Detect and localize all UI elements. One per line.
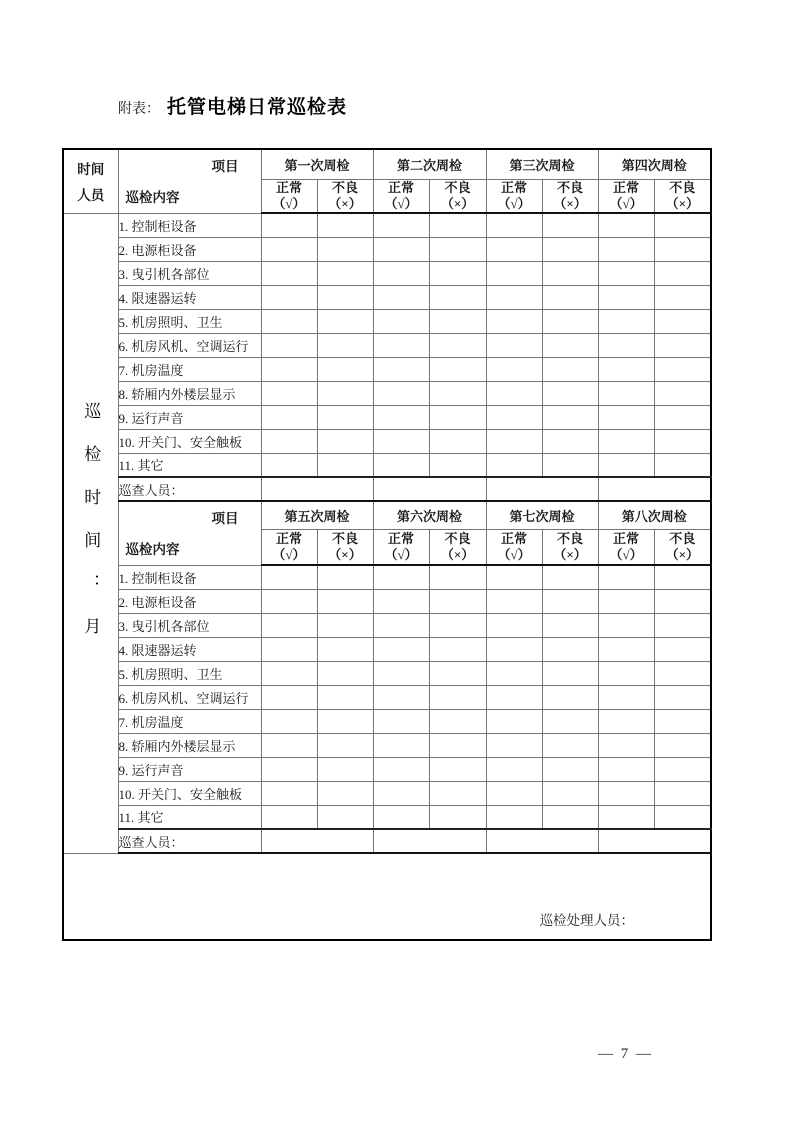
bad-check-cell	[429, 213, 486, 237]
normal-check-cell	[486, 213, 542, 237]
inspector-sign-cell	[598, 477, 711, 501]
normal-check-cell	[373, 237, 429, 261]
bad-check-cell	[317, 309, 373, 333]
item-label: 3. 曳引机各部位	[118, 613, 261, 637]
item-label: 2. 电源柜设备	[118, 589, 261, 613]
corner-time-person-cell	[63, 149, 118, 213]
bad-check-cell	[317, 685, 373, 709]
normal-check-cell	[598, 637, 654, 661]
corner-content-label: 巡检内容	[125, 189, 180, 205]
inspection-item-row	[63, 357, 711, 381]
bad-check-cell	[317, 213, 373, 237]
status-bad-header: 不良 （×）	[429, 179, 486, 213]
item-label: 5. 机房照明、卫生	[118, 661, 261, 685]
inspector-sign-cell	[261, 477, 373, 501]
normal-check-cell	[598, 613, 654, 637]
bad-check-cell	[542, 733, 598, 757]
corner-project-content-cell	[118, 149, 261, 213]
item-label: 3. 曳引机各部位	[118, 261, 261, 285]
bad-check-cell	[429, 709, 486, 733]
inspection-time-vertical-label: 巡检时间：月	[81, 402, 101, 660]
bad-check-cell	[654, 333, 711, 357]
normal-check-cell	[598, 685, 654, 709]
bad-check-cell	[542, 309, 598, 333]
normal-check-cell	[486, 757, 542, 781]
inspector-sign-cell	[373, 477, 486, 501]
title-prefix: 附表：	[118, 102, 160, 117]
bad-check-cell	[429, 429, 486, 453]
normal-check-cell	[598, 733, 654, 757]
bad-check-cell	[429, 661, 486, 685]
normal-check-cell	[261, 333, 317, 357]
inspector-row	[63, 477, 711, 501]
normal-check-cell	[261, 285, 317, 309]
normal-check-cell	[373, 709, 429, 733]
item-label: 4. 限速器运转	[118, 637, 261, 661]
normal-check-cell	[261, 261, 317, 285]
item-label: 8. 轿厢内外楼层显示	[118, 381, 261, 405]
item-label: 8. 轿厢内外楼层显示	[118, 733, 261, 757]
bad-check-cell	[429, 237, 486, 261]
normal-check-cell	[373, 565, 429, 589]
normal-check-cell	[598, 261, 654, 285]
normal-check-cell	[261, 309, 317, 333]
normal-check-cell	[598, 661, 654, 685]
normal-check-cell	[486, 237, 542, 261]
bad-check-cell	[317, 805, 373, 829]
status-bad-header: 不良 （×）	[542, 529, 598, 565]
item-label: 1. 控制柜设备	[118, 213, 261, 237]
bad-check-cell	[542, 333, 598, 357]
bad-check-cell	[542, 637, 598, 661]
bad-check-cell	[317, 613, 373, 637]
inspection-round-header: 第五次周检	[261, 501, 373, 529]
corner-person-label: 人员	[77, 188, 105, 204]
status-normal-header: 正常 （√）	[373, 529, 429, 565]
bad-check-cell	[654, 709, 711, 733]
item-label: 7. 机房温度	[118, 357, 261, 381]
normal-check-cell	[373, 613, 429, 637]
inspection-round-header: 第三次周检	[486, 149, 598, 179]
corner-project-label: 项目	[211, 159, 239, 174]
bad-check-cell	[317, 709, 373, 733]
inspection-round-header: 第六次周检	[373, 501, 486, 529]
bad-check-cell	[429, 805, 486, 829]
normal-check-cell	[486, 333, 542, 357]
bad-check-cell	[429, 333, 486, 357]
normal-check-cell	[598, 237, 654, 261]
inspection-item-row	[63, 685, 711, 709]
normal-check-cell	[261, 685, 317, 709]
inspector-row	[63, 829, 711, 853]
document-title	[118, 92, 347, 119]
inspection-item-row	[63, 309, 711, 333]
inspection-item-row	[63, 405, 711, 429]
normal-check-cell	[598, 405, 654, 429]
handler-remarks-cell	[63, 853, 711, 940]
inspection-item-row	[63, 429, 711, 453]
status-normal-header: 正常 （√）	[261, 529, 317, 565]
normal-check-cell	[373, 309, 429, 333]
bad-check-cell	[542, 805, 598, 829]
inspection-item-row	[63, 661, 711, 685]
normal-check-cell	[261, 589, 317, 613]
bad-check-cell	[654, 565, 711, 589]
normal-check-cell	[598, 757, 654, 781]
normal-check-cell	[598, 589, 654, 613]
bad-check-cell	[429, 685, 486, 709]
bad-check-cell	[429, 637, 486, 661]
item-label: 9. 运行声音	[118, 757, 261, 781]
bad-check-cell	[654, 805, 711, 829]
inspector-sign-cell	[373, 829, 486, 853]
bad-check-cell	[317, 733, 373, 757]
bad-check-cell	[429, 261, 486, 285]
normal-check-cell	[261, 405, 317, 429]
inspector-sign-cell	[261, 829, 373, 853]
normal-check-cell	[261, 805, 317, 829]
inspection-round-header: 第八次周检	[598, 501, 711, 529]
normal-check-cell	[373, 685, 429, 709]
normal-check-cell	[486, 805, 542, 829]
bad-check-cell	[542, 757, 598, 781]
bad-check-cell	[317, 757, 373, 781]
bad-check-cell	[654, 429, 711, 453]
bad-check-cell	[654, 357, 711, 381]
status-normal-header: 正常 （√）	[598, 179, 654, 213]
bad-check-cell	[542, 589, 598, 613]
inspector-sign-cell	[486, 477, 598, 501]
normal-check-cell	[261, 613, 317, 637]
normal-check-cell	[261, 453, 317, 477]
item-label: 11. 其它	[118, 805, 261, 829]
bad-check-cell	[542, 613, 598, 637]
bad-check-cell	[317, 453, 373, 477]
bad-check-cell	[654, 685, 711, 709]
normal-check-cell	[373, 733, 429, 757]
normal-check-cell	[261, 357, 317, 381]
handler-label: 巡检处理人员：	[539, 913, 635, 928]
bad-check-cell	[317, 333, 373, 357]
bad-check-cell	[317, 285, 373, 309]
bad-check-cell	[317, 589, 373, 613]
normal-check-cell	[373, 261, 429, 285]
bad-check-cell	[429, 757, 486, 781]
status-bad-header: 不良 （×）	[317, 179, 373, 213]
bad-check-cell	[654, 213, 711, 237]
bad-check-cell	[429, 405, 486, 429]
normal-check-cell	[373, 589, 429, 613]
normal-check-cell	[373, 357, 429, 381]
header-row-block2	[63, 501, 711, 529]
normal-check-cell	[486, 405, 542, 429]
normal-check-cell	[261, 709, 317, 733]
inspection-item-row	[63, 453, 711, 477]
bad-check-cell	[429, 565, 486, 589]
bad-check-cell	[429, 453, 486, 477]
item-label: 2. 电源柜设备	[118, 237, 261, 261]
inspector-sign-cell	[486, 829, 598, 853]
status-normal-header: 正常 （√）	[598, 529, 654, 565]
bad-check-cell	[542, 261, 598, 285]
bad-check-cell	[542, 429, 598, 453]
bad-check-cell	[654, 733, 711, 757]
item-label: 6. 机房风机、空调运行	[118, 333, 261, 357]
item-label: 4. 限速器运转	[118, 285, 261, 309]
bad-check-cell	[429, 285, 486, 309]
bad-check-cell	[654, 757, 711, 781]
bad-check-cell	[542, 453, 598, 477]
normal-check-cell	[261, 381, 317, 405]
bad-check-cell	[317, 381, 373, 405]
bad-check-cell	[542, 565, 598, 589]
bad-check-cell	[654, 781, 711, 805]
inspector-sign-cell	[598, 829, 711, 853]
bad-check-cell	[654, 613, 711, 637]
normal-check-cell	[598, 309, 654, 333]
bad-check-cell	[429, 381, 486, 405]
inspection-time-cell	[63, 213, 118, 853]
normal-check-cell	[261, 733, 317, 757]
bad-check-cell	[429, 357, 486, 381]
normal-check-cell	[486, 453, 542, 477]
normal-check-cell	[598, 429, 654, 453]
normal-check-cell	[486, 309, 542, 333]
bad-check-cell	[429, 309, 486, 333]
inspector-label: 巡查人员：	[118, 829, 261, 853]
inspection-round-header: 第七次周检	[486, 501, 598, 529]
normal-check-cell	[373, 781, 429, 805]
bad-check-cell	[654, 589, 711, 613]
bad-check-cell	[317, 405, 373, 429]
normal-check-cell	[598, 805, 654, 829]
bad-check-cell	[429, 613, 486, 637]
header-row-block1	[63, 149, 711, 179]
normal-check-cell	[486, 565, 542, 589]
status-bad-header: 不良 （×）	[317, 529, 373, 565]
item-label: 10. 开关门、安全触板	[118, 781, 261, 805]
inspection-item-row	[63, 381, 711, 405]
normal-check-cell	[486, 589, 542, 613]
bad-check-cell	[542, 285, 598, 309]
normal-check-cell	[373, 213, 429, 237]
bad-check-cell	[654, 637, 711, 661]
bad-check-cell	[317, 429, 373, 453]
bad-check-cell	[317, 357, 373, 381]
normal-check-cell	[261, 637, 317, 661]
normal-check-cell	[486, 381, 542, 405]
bad-check-cell	[317, 237, 373, 261]
normal-check-cell	[373, 381, 429, 405]
normal-check-cell	[598, 381, 654, 405]
bad-check-cell	[654, 285, 711, 309]
normal-check-cell	[486, 685, 542, 709]
bad-check-cell	[654, 309, 711, 333]
bad-check-cell	[542, 709, 598, 733]
inspection-item-row	[63, 637, 711, 661]
normal-check-cell	[261, 213, 317, 237]
normal-check-cell	[261, 781, 317, 805]
inspector-label: 巡查人员：	[118, 477, 261, 501]
status-normal-header: 正常 （√）	[486, 529, 542, 565]
normal-check-cell	[261, 565, 317, 589]
inspection-item-row	[63, 333, 711, 357]
inspection-item-row	[63, 613, 711, 637]
inspection-item-row	[63, 805, 711, 829]
normal-check-cell	[261, 237, 317, 261]
inspection-item-row	[63, 237, 711, 261]
bad-check-cell	[542, 661, 598, 685]
bad-check-cell	[429, 733, 486, 757]
item-label: 7. 机房温度	[118, 709, 261, 733]
inspection-item-row	[63, 565, 711, 589]
normal-check-cell	[598, 453, 654, 477]
corner-project-label: 项目	[211, 511, 239, 526]
normal-check-cell	[373, 661, 429, 685]
bad-check-cell	[542, 357, 598, 381]
page-title: 托管电梯日常巡检表	[167, 97, 348, 118]
normal-check-cell	[486, 285, 542, 309]
item-label: 9. 运行声音	[118, 405, 261, 429]
bad-check-cell	[654, 405, 711, 429]
status-normal-header: 正常 （√）	[261, 179, 317, 213]
status-bad-header: 不良 （×）	[654, 529, 711, 565]
corner-time-label: 时间	[77, 162, 105, 178]
bad-check-cell	[654, 237, 711, 261]
inspection-item-row	[63, 261, 711, 285]
normal-check-cell	[373, 805, 429, 829]
normal-check-cell	[261, 429, 317, 453]
bad-check-cell	[654, 261, 711, 285]
bad-check-cell	[317, 781, 373, 805]
status-bad-header: 不良 （×）	[542, 179, 598, 213]
page-number: — 7 —	[598, 1046, 653, 1062]
inspection-item-row	[63, 733, 711, 757]
normal-check-cell	[261, 661, 317, 685]
status-normal-header: 正常 （√）	[373, 179, 429, 213]
bad-check-cell	[542, 781, 598, 805]
normal-check-cell	[373, 429, 429, 453]
item-label: 11. 其它	[118, 453, 261, 477]
inspection-item-row	[63, 285, 711, 309]
bad-check-cell	[317, 661, 373, 685]
item-label: 6. 机房风机、空调运行	[118, 685, 261, 709]
bad-check-cell	[542, 213, 598, 237]
bad-check-cell	[317, 637, 373, 661]
item-label: 1. 控制柜设备	[118, 565, 261, 589]
normal-check-cell	[373, 453, 429, 477]
corner-project-content-cell	[118, 501, 261, 565]
item-label: 5. 机房照明、卫生	[118, 309, 261, 333]
normal-check-cell	[486, 357, 542, 381]
bad-check-cell	[429, 781, 486, 805]
normal-check-cell	[486, 661, 542, 685]
bad-check-cell	[542, 405, 598, 429]
inspection-round-header: 第四次周检	[598, 149, 711, 179]
normal-check-cell	[486, 709, 542, 733]
status-bad-header: 不良 （×）	[654, 179, 711, 213]
footer-row	[63, 853, 711, 940]
inspection-round-header: 第一次周检	[261, 149, 373, 179]
normal-check-cell	[486, 261, 542, 285]
normal-check-cell	[373, 405, 429, 429]
status-normal-header: 正常 （√）	[486, 179, 542, 213]
normal-check-cell	[486, 429, 542, 453]
normal-check-cell	[598, 781, 654, 805]
normal-check-cell	[486, 781, 542, 805]
normal-check-cell	[486, 637, 542, 661]
normal-check-cell	[261, 757, 317, 781]
bad-check-cell	[542, 381, 598, 405]
bad-check-cell	[317, 565, 373, 589]
bad-check-cell	[429, 589, 486, 613]
bad-check-cell	[654, 381, 711, 405]
item-label: 10. 开关门、安全触板	[118, 429, 261, 453]
normal-check-cell	[598, 565, 654, 589]
normal-check-cell	[598, 333, 654, 357]
inspection-item-row	[63, 213, 711, 237]
bad-check-cell	[654, 453, 711, 477]
status-bad-header: 不良 （×）	[429, 529, 486, 565]
inspection-item-row	[63, 757, 711, 781]
normal-check-cell	[373, 637, 429, 661]
inspection-item-row	[63, 589, 711, 613]
corner-content-label: 巡检内容	[125, 541, 180, 557]
inspection-table	[62, 148, 712, 941]
normal-check-cell	[598, 285, 654, 309]
inspection-round-header: 第二次周检	[373, 149, 486, 179]
inspection-item-row	[63, 781, 711, 805]
normal-check-cell	[486, 733, 542, 757]
normal-check-cell	[486, 613, 542, 637]
normal-check-cell	[598, 213, 654, 237]
normal-check-cell	[373, 285, 429, 309]
bad-check-cell	[654, 661, 711, 685]
bad-check-cell	[317, 261, 373, 285]
normal-check-cell	[373, 333, 429, 357]
inspection-item-row	[63, 709, 711, 733]
normal-check-cell	[598, 357, 654, 381]
normal-check-cell	[373, 757, 429, 781]
bad-check-cell	[542, 685, 598, 709]
bad-check-cell	[542, 237, 598, 261]
normal-check-cell	[598, 709, 654, 733]
